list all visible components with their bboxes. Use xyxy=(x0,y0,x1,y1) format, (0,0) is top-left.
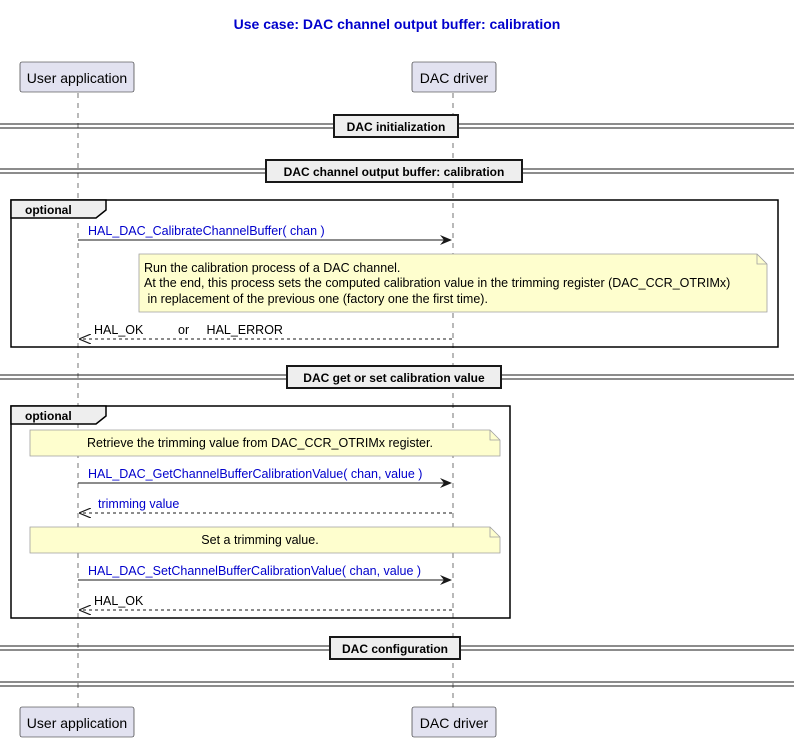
svg-text:HAL_OK or HAL_ERR: HAL_OK or HAL_ERROR xyxy=(94,323,283,337)
note-retrieve-text: Retrieve the trimming value from DAC_CCR_OTRIMx register. xyxy=(87,436,433,450)
svg-text:optional: optional xyxy=(25,409,72,423)
message-get-value xyxy=(78,467,451,483)
message-calibrate-return xyxy=(80,323,452,339)
svg-text:HAL_DAC_SetChannelBufferCalibr: HAL_DAC_SetChannelBufferCalibrationValue( chan, value ) xyxy=(88,564,422,578)
message-set-value xyxy=(78,564,451,580)
svg-text:DAC initialization: DAC initialization xyxy=(346,120,446,134)
message-set-value-return xyxy=(80,594,452,610)
svg-text:DAC channel output buffer: cal: DAC channel output buffer: calibration xyxy=(283,165,505,179)
svg-text:DAC driver: DAC driver xyxy=(419,715,489,731)
note-calibration xyxy=(139,254,767,312)
participant-driver-top xyxy=(412,62,496,92)
svg-text:DAC driver: DAC driver xyxy=(419,70,489,86)
divider-calibration xyxy=(0,160,794,182)
participant-driver-bottom xyxy=(412,707,496,737)
svg-text:trimming value: trimming value xyxy=(98,497,180,511)
note-set-text: Set a trimming value. xyxy=(201,533,319,547)
note-calibration-line-2: At the end, this process sets the computed calibration value in the trimming register (DAC_CCR_OTRIMx) xyxy=(144,276,731,290)
svg-text:User application: User application xyxy=(26,715,128,731)
svg-text:DAC get or set calibration val: DAC get or set calibration value xyxy=(303,371,485,385)
message-calibrate xyxy=(78,224,451,240)
diagram-title: Use case: DAC channel output buffer: calibration xyxy=(233,16,561,32)
divider-config xyxy=(0,637,794,659)
divider-get-set xyxy=(0,366,794,388)
note-retrieve xyxy=(30,430,500,456)
divider-init xyxy=(0,115,794,137)
svg-text:optional: optional xyxy=(25,203,72,217)
svg-text:User application: User application xyxy=(26,70,128,86)
svg-text:DAC configuration: DAC configuration xyxy=(342,642,448,656)
note-set xyxy=(30,527,500,553)
note-calibration-line-1: Run the calibration process of a DAC channel. xyxy=(144,261,401,275)
note-calibration-line-3: in replacement of the previous one (factory one the first time). xyxy=(144,292,488,306)
participant-user-top xyxy=(20,62,134,92)
svg-text:HAL_OK: HAL_OK xyxy=(94,594,144,608)
divider-end xyxy=(0,682,794,686)
message-get-value-return xyxy=(80,497,452,513)
svg-text:HAL_DAC_CalibrateChannelBuffer: HAL_DAC_CalibrateChannelBuffer( chan ) xyxy=(88,224,325,238)
participant-user-bottom xyxy=(20,707,134,737)
svg-text:HAL_DAC_GetChannelBufferCalibr: HAL_DAC_GetChannelBufferCalibrationValue( chan, value ) xyxy=(88,467,423,481)
